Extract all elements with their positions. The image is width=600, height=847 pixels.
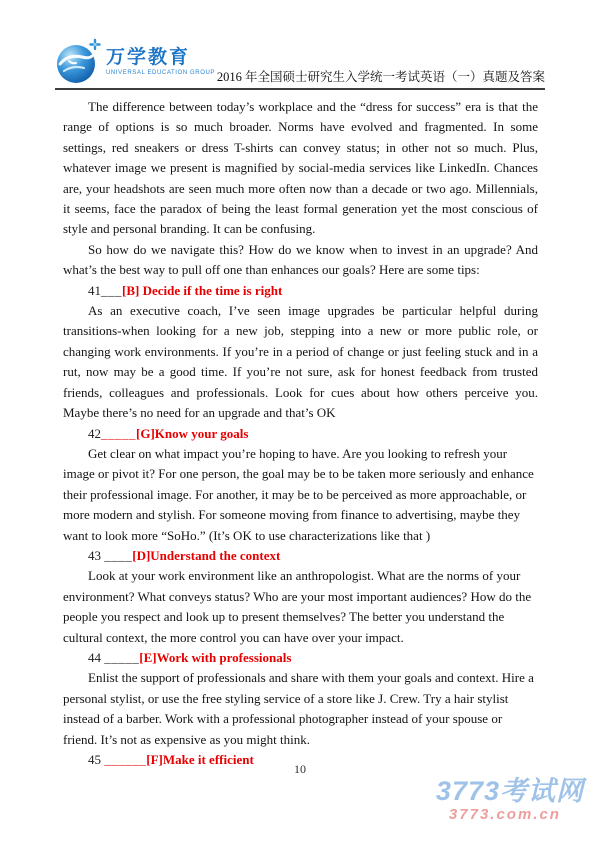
watermark-site-name: 3773考试网 (435, 776, 584, 806)
question-42-heading (63, 424, 538, 444)
question-41-number: 41 (88, 282, 101, 298)
paragraph-intro-2: So how do we navigate this? How do we know when to invest in an upgrade? And what’s the best way to pull off one than enhances our goals? Here are some tips: (63, 241, 538, 278)
question-42-answer: [G]Know your goals (136, 425, 249, 441)
question-43-number: 43 (88, 547, 105, 563)
page-header (55, 0, 545, 90)
document-title: 2016 年全国硕士研究生入学统一考试英语（一）真题及答案 (216, 70, 545, 84)
question-41-blank: ___ (101, 282, 122, 298)
paragraph-43: Look at your work environment like an anthropologist. What are the norms of your environment? What conveys status? Who are your most important audiences? How do the people you respect and look up to present themselves? The better you understand the cultural context, the more control you can have over your impact. (63, 568, 532, 645)
question-43-blank: ____ (104, 547, 133, 563)
paragraph-44: Enlist the support of professionals and share with them your goals and context. Hire a personal stylist, or use the free styling service of a store like J. Crew. Try a hair stylist instead of a barber. Work with a professional photographer instead of your spouse or friend. It’s not as expensive as you might think. (63, 670, 534, 747)
question-45-blank: ______ (104, 752, 147, 767)
question-43-answer: [D]Understand the context (132, 547, 281, 563)
watermark-url: 3773.com.cn (448, 806, 561, 823)
logo-text (106, 48, 215, 77)
watermark (436, 778, 584, 822)
question-44-blank: _____ (104, 649, 140, 665)
document-body (63, 97, 538, 770)
paragraph-42: Get clear on what impact you’re hoping to have. Are you looking to refresh your image or pivot it? For one person, the goal may be to be taken more seriously and enhance their professional image. For another, it may be to be perceived as more approachable, or more modern and stylish. For someone moving from finance to advertising, maybe they want to look more “SoHo.” (It’s OK to use characterizations like that ) (63, 445, 534, 543)
question-43-heading (63, 546, 538, 566)
question-42-number: 42 (88, 425, 101, 441)
question-44-answer: [E]Work with professionals (139, 649, 292, 665)
question-41-heading (63, 281, 538, 301)
question-44-number: 44 (88, 649, 105, 665)
wanxue-logo (55, 37, 215, 87)
question-45-answer: [F]Make it efficient (146, 752, 254, 767)
page-number: 10 (294, 762, 306, 776)
logo-title: 万学教育 (106, 46, 191, 68)
question-41-answer: [B] Decide if the time is right (122, 282, 283, 298)
logo-subtitle: UNIVERSAL EDUCATION GROUP (106, 69, 216, 76)
question-45-number: 45 (88, 752, 105, 767)
question-44-heading (63, 648, 538, 668)
question-42-blank: _____ (101, 425, 136, 441)
paragraph-41: As an executive coach, I’ve seen image upgrades be particular helpful during transitions-when looking for a new job, stepping into a new or more public role, or changing work environments. If you’re in a period of change or just feeling stuck and in a rut, now may be a good time. If you’re not sure, ask for honest feedback from trusted friends, colleagues and professionals. Look for cues about how others perceive you. Maybe there’s no need for an upgrade and that’s OK (63, 303, 538, 421)
paragraph-intro-1: The difference between today’s workplace and the “dress for success” era is that the range of options is so much broader. Norms have evolved and fragmented. In some settings, red sneakers or dress T-shirts can convey status; in other not so much. Plus, whatever image we present is magnified by social-media services like LinkedIn. Chances are, your headshots are seen much more often now than a decade or two ago. Millennials, it seems, face the paradox of being the least formal generation yet the most conscious of style and personal branding. It can be confusing. (63, 99, 538, 237)
globe-icon (55, 37, 101, 87)
